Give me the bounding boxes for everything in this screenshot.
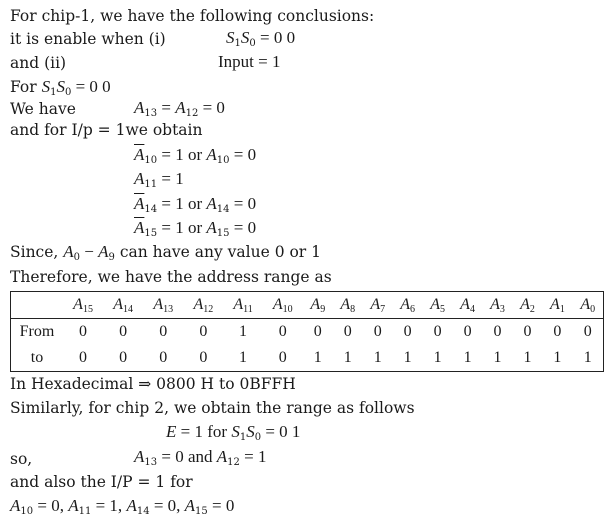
row-label-to: to	[30, 349, 44, 366]
header-a9: $A_9$	[303, 292, 333, 319]
equation-a11: $A_{11} = 1$	[134, 169, 184, 190]
line-we-have: We have	[10, 100, 76, 118]
table-cell: 1	[313, 349, 322, 366]
table-cell: 1	[523, 349, 532, 366]
row-label-from: From	[19, 323, 55, 340]
equation-a13-a12-chip2: $A_{13} = 0$ and $A_{12} = 1$	[134, 447, 267, 468]
equation-input-1: Input = 1	[218, 52, 281, 71]
table-cell: 1	[239, 323, 248, 340]
table-corner-cell	[11, 292, 64, 319]
table-cell: 0	[278, 323, 287, 340]
header-a3: $A_3$	[483, 292, 513, 319]
table-cell: 0	[199, 349, 208, 366]
table-cell: 0	[553, 323, 562, 340]
header-a12: $A_{12}$	[183, 292, 223, 319]
table-header-row	[11, 292, 604, 319]
line-since-a0-a9: Since, $A_0 - A_9$ can have any value 0 or 1	[10, 242, 322, 263]
table-cell: 0	[159, 323, 168, 340]
table-cell: 0	[79, 349, 88, 366]
table-cell: 1	[373, 349, 382, 366]
table-cell: 0	[463, 323, 472, 340]
line-hexadecimal-range: In Hexadecimal ⇒ 0800 H to 0BFFH	[10, 375, 296, 393]
equation-s1s0-00: $S_1S_0 = 0$ 0	[226, 28, 296, 49]
header-a6: $A_6$	[393, 292, 423, 319]
table-cell: 1	[463, 349, 472, 366]
table-row-from	[11, 319, 604, 346]
header-a10: $A_{10}$	[263, 292, 303, 319]
table-cell: 1	[553, 349, 562, 366]
header-a7: $A_7$	[363, 292, 393, 319]
table-cell: 0	[278, 349, 287, 366]
table-cell: 0	[403, 323, 412, 340]
equation-final-conditions: $A_{10} = 0$, $A_{11} = 1$, $A_{14} = 0$, $A_{15} = 0$	[10, 496, 235, 517]
table-row-to	[11, 345, 604, 372]
table-cell: 0	[199, 323, 208, 340]
line-enable-condition-i: it is enable when (i)	[10, 30, 166, 48]
table-cell: 0	[493, 323, 502, 340]
line-therefore: Therefore, we have the address range as	[10, 268, 332, 286]
table-cell: 1	[343, 349, 352, 366]
line-and-also-ip: and also the I/P = 1 for	[10, 473, 193, 491]
header-a11: $A_{11}$	[223, 292, 262, 319]
table-cell: 1	[583, 349, 592, 366]
line-chip1-conclusions: For chip-1, we have the following conclusions:	[10, 7, 375, 25]
line-similarly-chip2: Similarly, for chip 2, we obtain the range as follows	[10, 399, 415, 417]
line-enable-condition-ii: and (ii)	[10, 54, 67, 72]
table-cell: 0	[433, 323, 442, 340]
header-a0: $A_0$	[572, 292, 603, 319]
equation-a15: $\overline{A}_{15} = 1$ or $A_{15} = 0$	[134, 218, 257, 239]
header-a5: $A_5$	[423, 292, 453, 319]
table-cell: 0	[373, 323, 382, 340]
table-cell: 0	[119, 323, 128, 340]
table-cell: 0	[313, 323, 322, 340]
header-a14: $A_{14}$	[103, 292, 143, 319]
line-for-ip: and for I/p = 1we obtain	[10, 121, 203, 139]
table-cell: 0	[79, 323, 88, 340]
header-a2: $A_2$	[513, 292, 543, 319]
header-a15: $A_{15}$	[63, 292, 103, 319]
table-cell: 1	[493, 349, 502, 366]
table-cell: 0	[583, 323, 592, 340]
table-cell: 0	[523, 323, 532, 340]
equation-e-for-s1s0: E = 1 for $S_1S_0 = 0$ 1	[166, 422, 301, 443]
equation-a13-a12: $A_{13} = A_{12} = 0$	[134, 98, 225, 119]
equation-a14: $\overline{A}_{14} = 1$ or $A_{14} = 0$	[134, 194, 257, 215]
table-cell: 0	[343, 323, 352, 340]
header-a4: $A_4$	[453, 292, 483, 319]
table-cell: 1	[433, 349, 442, 366]
table-cell: 0	[119, 349, 128, 366]
header-a1: $A_1$	[542, 292, 572, 319]
header-a13: $A_{13}$	[143, 292, 183, 319]
table-cell: 1	[239, 349, 248, 366]
line-so: so,	[10, 450, 33, 468]
address-range-table	[10, 291, 604, 372]
table-cell: 1	[403, 349, 412, 366]
header-a8: $A_8$	[333, 292, 363, 319]
equation-a10: $\overline{A}_{10} = 1$ or $A_{10} = 0$	[134, 145, 257, 166]
table-cell: 0	[159, 349, 168, 366]
line-for-s1s0: For $S_1S_0 = 0$ 0	[10, 77, 111, 98]
